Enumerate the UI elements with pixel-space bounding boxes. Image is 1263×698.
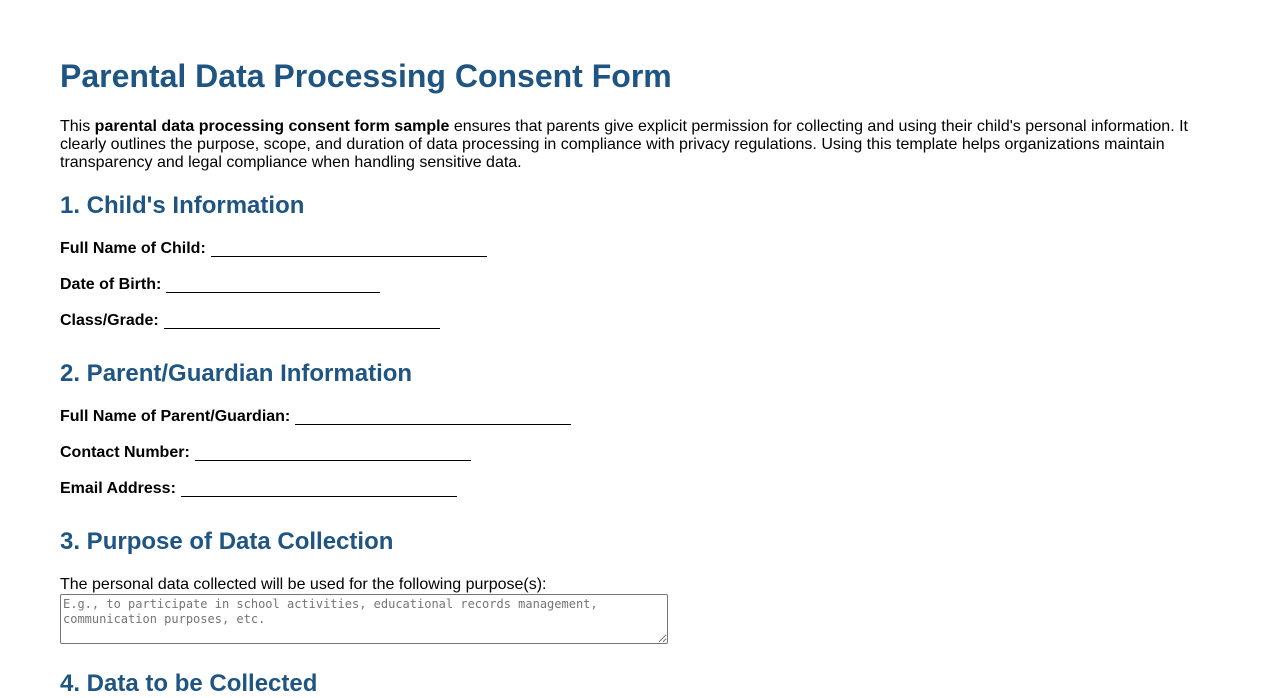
section-heading-data-collected: 4. Data to be Collected bbox=[60, 670, 318, 697]
field-parent-full-name bbox=[60, 408, 571, 426]
purpose-description: The personal data collected will be used for the following purpose(s): bbox=[60, 576, 547, 593]
field-label: Full Name of Child: bbox=[60, 240, 206, 257]
page-title: Parental Data Processing Consent Form bbox=[60, 58, 672, 94]
blank-line-class-grade[interactable] bbox=[164, 314, 440, 329]
field-label: Class/Grade: bbox=[60, 312, 159, 329]
field-class-grade bbox=[60, 312, 440, 330]
intro-prefix: This bbox=[60, 118, 95, 135]
field-label: Email Address: bbox=[60, 480, 176, 497]
intro-bold-phrase: parental data processing consent form sample bbox=[94, 118, 450, 135]
section-heading-parent-info: 2. Parent/Guardian Information bbox=[60, 360, 413, 387]
section-heading-child-info: 1. Child's Information bbox=[60, 192, 305, 219]
blank-line-parent-name[interactable] bbox=[295, 410, 571, 425]
section-heading-purpose: 3. Purpose of Data Collection bbox=[60, 528, 394, 555]
intro-paragraph bbox=[60, 118, 1200, 172]
blank-line-dob[interactable] bbox=[166, 278, 380, 293]
blank-line-child-name[interactable] bbox=[211, 242, 487, 257]
blank-line-email[interactable] bbox=[181, 482, 457, 497]
blank-line-contact-number[interactable] bbox=[195, 446, 471, 461]
field-date-of-birth bbox=[60, 276, 380, 294]
intro-suffix: ensures that parents give explicit permission for collecting and using their child's personal information. It clearly outlines the purpose, scope, and duration of data processing in compliance with privacy regulations. Using this template helps organizations maintain transparency and legal compliance when handling sensitive data. bbox=[60, 118, 1188, 171]
purpose-textarea[interactable] bbox=[60, 594, 668, 644]
field-label: Contact Number: bbox=[60, 444, 190, 461]
field-contact-number bbox=[60, 444, 471, 462]
field-child-full-name bbox=[60, 240, 487, 258]
field-email-address bbox=[60, 480, 457, 498]
field-label: Full Name of Parent/Guardian: bbox=[60, 408, 291, 425]
field-label: Date of Birth: bbox=[60, 276, 162, 293]
